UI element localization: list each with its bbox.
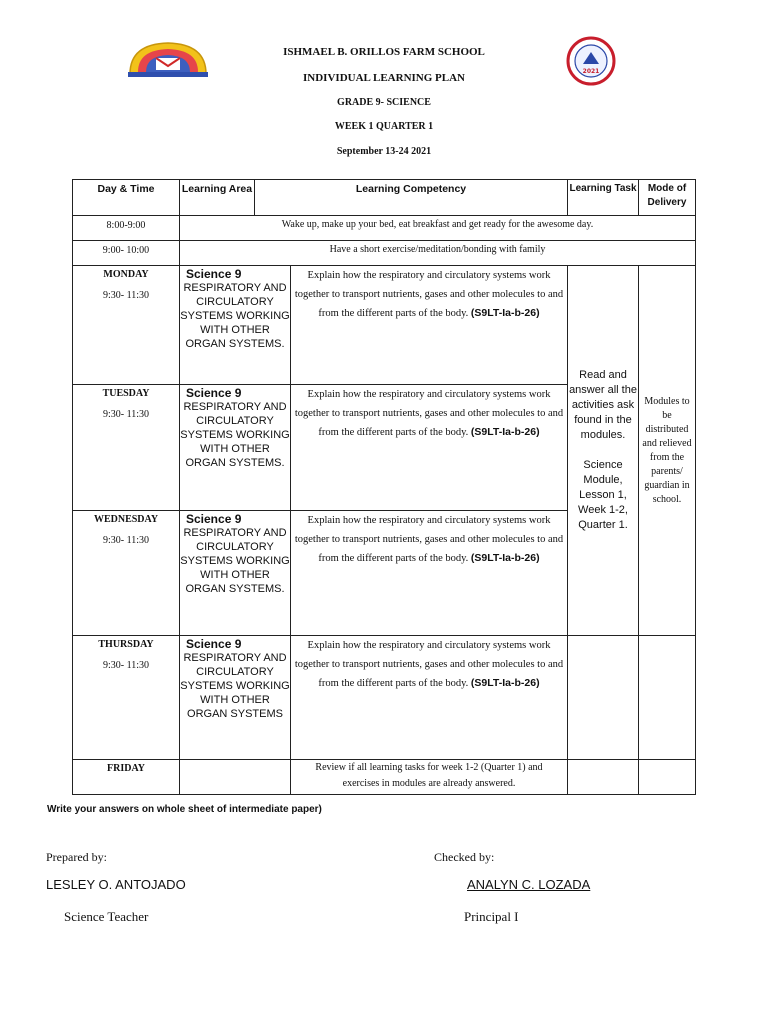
table-row xyxy=(73,241,696,266)
empty-delivery-cell xyxy=(639,760,696,795)
table-row xyxy=(73,760,696,795)
empty-task-cell xyxy=(568,636,639,760)
routine-time: 8:00-9:00 xyxy=(73,216,180,241)
learning-area-cell xyxy=(180,385,291,511)
friday-review-cell xyxy=(291,760,568,795)
day-name: THURSDAY xyxy=(98,639,154,650)
delivery-text: Modules to be distributed and relieved from the parents/ guardian in school. xyxy=(642,395,692,505)
subject-label: Science 9 xyxy=(186,386,242,400)
prepared-by-label: Prepared by: xyxy=(46,850,107,864)
table-header-row xyxy=(73,180,696,216)
day-cell xyxy=(73,636,180,760)
table-row xyxy=(73,216,696,241)
header-competency: Learning Competency xyxy=(255,180,568,216)
competency-text: Explain how the respiratory and circulatory systems work together to transport nutrients, gases and other molecules to and from the different parts of the body. xyxy=(294,640,564,689)
learning-area-cell xyxy=(180,511,291,636)
prepared-by-title: Science Teacher xyxy=(64,909,149,924)
subject-label: Science 9 xyxy=(186,637,242,651)
day-cell xyxy=(73,511,180,636)
friday-review-text: Review if all learning tasks for week 1-2 (Quarter 1) and exercises in modules are already answered. xyxy=(315,762,543,789)
competency-text: Explain how the respiratory and circulatory systems work together to transport nutrients, gases and other molecules to and from the different parts of the body. xyxy=(294,270,564,319)
competency-code: (S9LT-Ia-b-26) xyxy=(470,307,540,319)
day-time: 9:30- 11:30 xyxy=(102,290,149,301)
header-task: Learning Task xyxy=(568,180,639,216)
document-title: INDIVIDUAL LEARNING PLAN xyxy=(303,72,465,84)
school-name: ISHMAEL B. ORILLOS FARM SCHOOL xyxy=(283,46,485,58)
learning-task-cell xyxy=(568,266,639,636)
routine-time: 9:00- 10:00 xyxy=(73,241,180,266)
answer-instruction-note: Write your answers on whole sheet of intermediate paper) xyxy=(47,804,322,815)
header-delivery: Mode of Delivery xyxy=(639,180,696,216)
day-name: TUESDAY xyxy=(102,388,150,399)
day-time: 9:30- 11:30 xyxy=(102,660,149,671)
subject-label: Science 9 xyxy=(186,267,242,281)
learning-area-cell xyxy=(180,266,291,385)
date-range: September 13-24 2021 xyxy=(336,146,432,157)
competency-cell xyxy=(291,636,568,760)
routine-activity: Have a short exercise/meditation/bonding with family xyxy=(180,241,696,266)
topic-label: RESPIRATORY AND CIRCULATORY SYSTEMS WORKING WITH OTHER ORGAN SYSTEMS. xyxy=(180,282,290,350)
checked-by-label: Checked by: xyxy=(434,850,495,864)
competency-cell xyxy=(291,266,568,385)
header-learning-area: Learning Area xyxy=(180,180,255,216)
task-reference: Science Module, Lesson 1, Week 1-2, Quarter 1. xyxy=(578,459,628,531)
competency-text: Explain how the respiratory and circulatory systems work together to transport nutrients, gases and other molecules to and from the different parts of the body. xyxy=(294,389,564,438)
day-cell xyxy=(73,760,180,795)
day-time: 9:30- 11:30 xyxy=(102,409,149,420)
competency-code: (S9LT-Ia-b-26) xyxy=(470,677,540,689)
learning-plan-table xyxy=(72,179,696,795)
week-quarter: WEEK 1 QUARTER 1 xyxy=(334,121,434,132)
competency-code: (S9LT-Ia-b-26) xyxy=(470,552,540,564)
checked-by-name: ANALYN C. LOZADA xyxy=(467,877,591,892)
competency-cell xyxy=(291,385,568,511)
routine-activity: Wake up, make up your bed, eat breakfast and get ready for the awesome day. xyxy=(180,216,696,241)
task-text: Read and answer all the activities ask found in the modules. xyxy=(569,369,637,441)
competency-cell xyxy=(291,511,568,636)
empty-task-cell xyxy=(568,760,639,795)
empty-delivery-cell xyxy=(639,636,696,760)
day-cell xyxy=(73,266,180,385)
subject-label: Science 9 xyxy=(186,512,242,526)
table-row xyxy=(73,266,696,385)
checked-by-title: Principal I xyxy=(464,909,519,924)
svg-text:2021: 2021 xyxy=(582,68,600,75)
topic-label: RESPIRATORY AND CIRCULATORY SYSTEMS WORKING WITH OTHER ORGAN SYSTEMS. xyxy=(180,527,290,595)
day-name: MONDAY xyxy=(103,269,149,280)
grade-subject: GRADE 9- SCIENCE xyxy=(337,97,431,108)
competency-code: (S9LT-Ia-b-26) xyxy=(470,426,540,438)
topic-label: RESPIRATORY AND CIRCULATORY SYSTEMS WORKING WITH OTHER ORGAN SYSTEMS xyxy=(180,652,290,720)
day-cell xyxy=(73,385,180,511)
day-time: 9:30- 11:30 xyxy=(102,535,149,546)
prepared-by-name: LESLEY O. ANTOJADO xyxy=(46,877,186,892)
delivery-cell xyxy=(639,266,696,636)
day-name: WEDNESDAY xyxy=(93,514,159,525)
learning-area-cell xyxy=(180,636,291,760)
header-day-time: Day & Time xyxy=(73,180,180,216)
day-name: FRIDAY xyxy=(107,763,145,774)
topic-label: RESPIRATORY AND CIRCULATORY SYSTEMS WORKING WITH OTHER ORGAN SYSTEMS. xyxy=(180,401,290,469)
table-row xyxy=(73,636,696,760)
empty-area-cell xyxy=(180,760,291,795)
competency-text: Explain how the respiratory and circulatory systems work together to transport nutrients, gases and other molecules to and from the different parts of the body. xyxy=(294,515,564,564)
